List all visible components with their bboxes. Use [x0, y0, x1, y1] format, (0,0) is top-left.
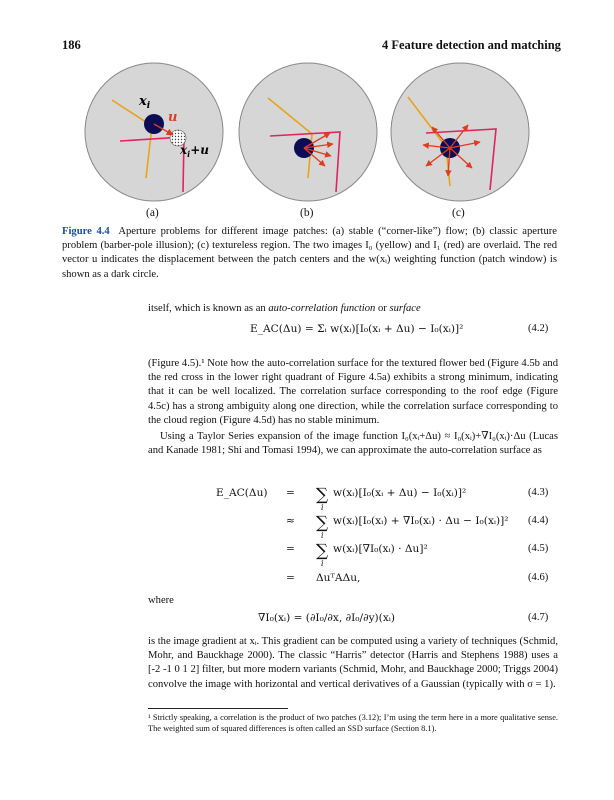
equation-4-6: ΔuᵀAΔu,: [316, 572, 361, 584]
equation-4-7-number: (4.7): [528, 612, 549, 623]
intro-text: itself, which is known as an: [148, 303, 269, 314]
paragraph-intro: [148, 302, 558, 316]
equation-4-4-number: (4.4): [528, 515, 549, 526]
xi-label: x: [139, 94, 147, 109]
intro-term: auto-correlation function: [268, 303, 376, 314]
panel-c-label: (c): [452, 207, 465, 219]
panel-a: [85, 63, 223, 201]
equation-4-5-relation: =: [286, 543, 295, 555]
panel-c-region: [391, 63, 529, 201]
equation-4-4: w(xᵢ)[I₀(xᵢ) + ∇I₀(xᵢ) · Δu − I₀(xᵢ)]²: [333, 515, 509, 527]
xiu-sub: i: [187, 149, 191, 159]
equation-4-6-relation: =: [286, 572, 295, 584]
intro-term-2: surface: [389, 303, 421, 314]
intro-text-or: or: [375, 303, 390, 314]
panel-b-region: [239, 63, 377, 201]
sum-symbol: ∑: [316, 541, 329, 561]
equation-4-4-relation: ≈: [286, 515, 295, 527]
xiu-label: x: [180, 143, 188, 157]
equation-4-3-relation: =: [286, 487, 295, 499]
xiu-rest: +u: [190, 143, 209, 157]
chapter-title: 4 Feature detection and matching: [382, 38, 561, 52]
equation-4-6-number: (4.6): [528, 572, 549, 583]
page-number: 186: [62, 38, 81, 52]
sum-index: i: [321, 559, 324, 568]
equation-4-2-number: (4.2): [528, 323, 549, 334]
equation-4-3-number: (4.3): [528, 487, 549, 498]
paragraph-taylor: Using a Taylor Series expansion of the image function I₀(xᵢ+Δu) ≈ I₀(xᵢ)+∇I₀(xᵢ)·Δu (Lucas and Kanade 1981; Shi and Tomasi 1994), we can approximate the auto-correlation surface as: [148, 431, 558, 457]
svg-text:xi+u: [179, 143, 209, 159]
footnote-rule: [148, 708, 288, 709]
paragraph-gradient: is the image gradient at xᵢ. This gradient can be computed using a variety of techniques (Schmid, Mohr, and Bauckhage 2000). The classic “Harris” detector (Harris and Stephens 1988) uses a [-2 -1 0 1 2] filter, but more modern variants (Schmid, Mohr, and Bauckhage 2000; Triggs 2004) convolve the image with horizontal and vertical derivatives of a Gaussian (typically with σ = 1).: [148, 636, 558, 690]
sum-symbol: ∑: [316, 513, 329, 533]
equation-4-5: w(xᵢ)[∇I₀(xᵢ) · Δu]²: [333, 543, 428, 555]
sum-index: i: [321, 503, 324, 512]
equation-4-3-lhs: E_AC(Δu): [216, 487, 268, 499]
equation-4-7: ∇I₀(xᵢ) = (∂I₀/∂x, ∂I₀/∂y)(xᵢ): [258, 612, 396, 624]
sum-index: i: [321, 531, 324, 540]
figure-caption-label: Figure 4.4: [62, 226, 110, 237]
aperture-figure: [0, 0, 614, 225]
panel-c: [391, 63, 529, 201]
where-label: where: [148, 595, 174, 606]
paragraph-autocorrelation: (Figure 4.5).¹ Note how the auto-correlation surface for the textured flower bed (Figure 4.5b and the red cross in the lower right quadrant of Figure 4.5a) exhibits a strong minimum, indicating that it can be well localized. The correlation surface corresponding to the roof edge (Figure 4.5c) has a strong ambiguity along one direction, while the correlation surface corresponding to the cloud region (Figure 4.5d) has no stable minimum.: [148, 358, 558, 426]
u-label: u: [168, 110, 178, 125]
panel-a-label: (a): [146, 207, 159, 219]
sum-symbol: ∑: [316, 485, 329, 505]
figure-caption-text: Aperture problems for different image patches: (a) stable (“corner-like”) flow; (b) classic aperture problem (barber-pole illusion); (c) textureless region. The two images I₀ (yellow) and I₁ (red) are overlaid. The red vector u indicates the displacement between the patch centers and the w(xᵢ) weighting function (patch window) is shown as a dark circle.: [62, 226, 557, 280]
equation-4-2: E_AC(Δu) = Σᵢ w(xᵢ)[I₀(xᵢ + Δu) − I₀(xᵢ)]²: [250, 323, 464, 335]
equation-4-5-number: (4.5): [528, 543, 549, 554]
equation-4-3: w(xᵢ)[I₀(xᵢ + Δu) − I₀(xᵢ)]²: [333, 487, 467, 499]
panel-b-label: (b): [300, 207, 314, 219]
figure-caption: [62, 225, 557, 282]
xi-sub: i: [146, 101, 151, 111]
footnote: ¹ Strictly speaking, a correlation is the product of two patches (3.12); I’m using the term here in a more qualitative sense. The weighted sum of squared differences is often called an SSD surface (Section 8.1).: [148, 713, 558, 733]
panel-b: [239, 63, 377, 201]
